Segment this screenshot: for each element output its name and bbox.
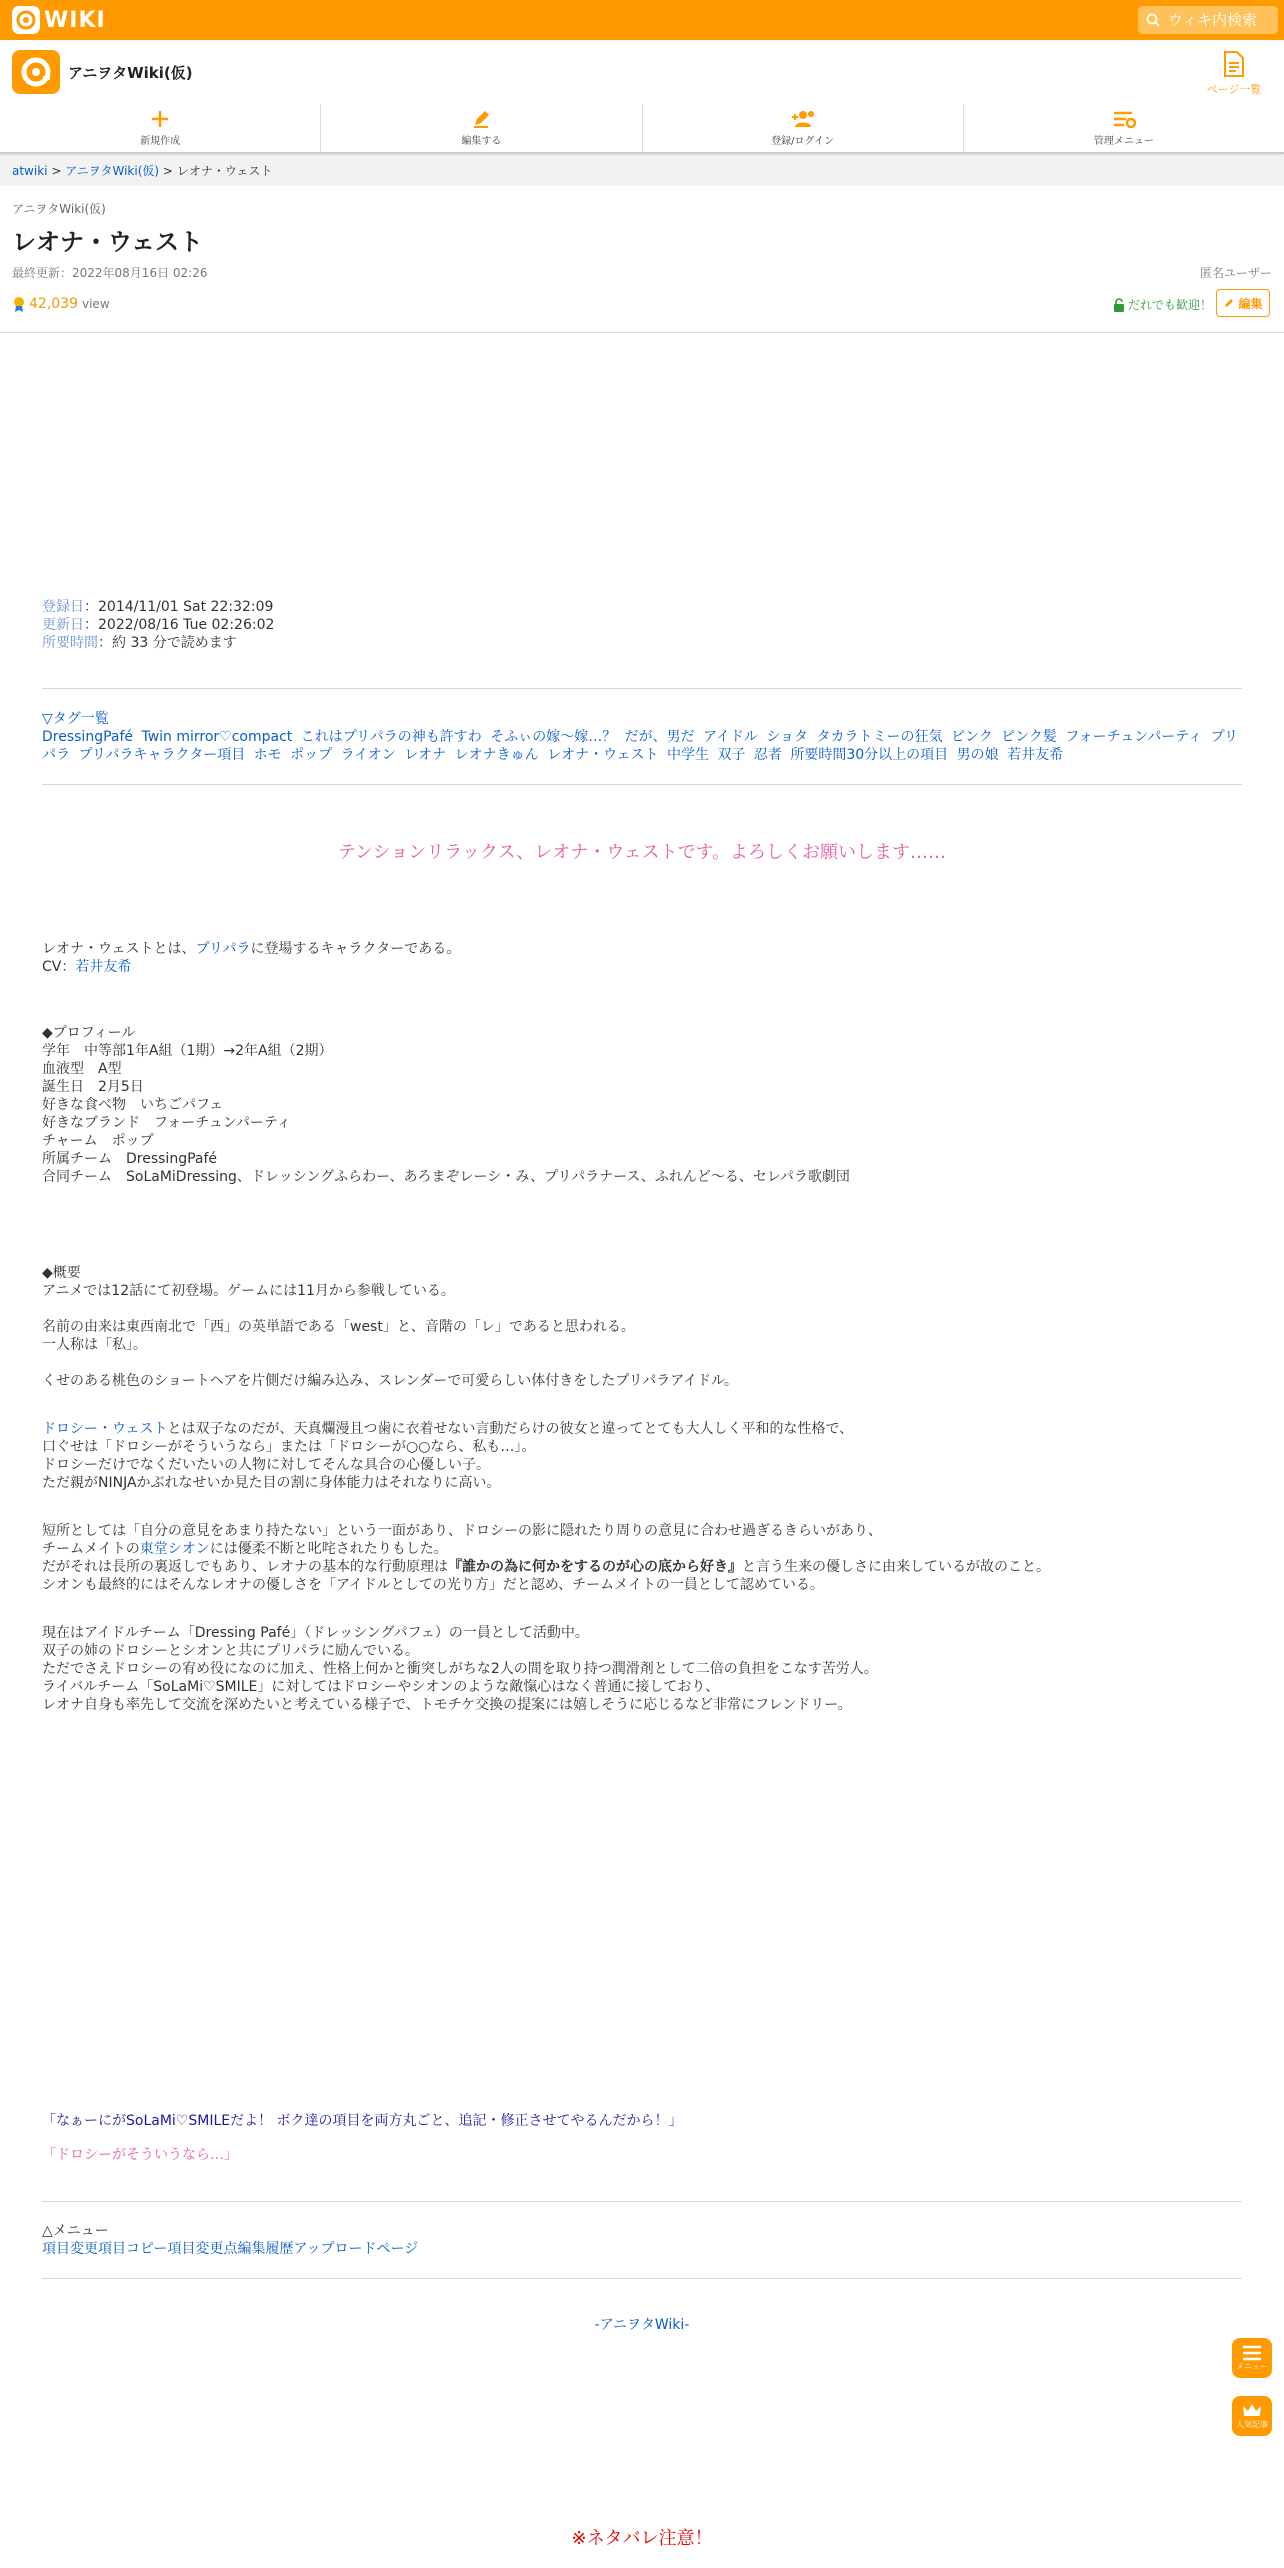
tag-link[interactable]: レオナきゅん	[454, 747, 539, 763]
plus-icon	[150, 109, 170, 129]
breadcrumb	[0, 156, 1284, 186]
link-dorothy[interactable]: ドロシー・ウェスト	[42, 1421, 168, 1437]
intro	[42, 940, 1242, 976]
floating-ranking-button[interactable]	[1232, 2396, 1272, 2436]
readtime-label: 所要時間	[42, 635, 98, 651]
menu-link-upload[interactable]: アップロード	[293, 2241, 377, 2257]
paragraph: アニメでは12話にて初登場。ゲームには11月から参戦している。	[42, 1283, 455, 1299]
paragraph: 一人称は「私」。	[42, 1337, 147, 1353]
page-menu	[42, 2222, 1242, 2258]
site-logo-icon[interactable]	[12, 50, 60, 94]
atwiki-logo[interactable]	[12, 6, 106, 34]
paragraph: ライバルチーム「SoLaMi♡SMILE」に対してはドロシーやシオンのような敵愾心はなく普通に接しており、	[42, 1679, 720, 1695]
tag-link[interactable]: 中学生	[667, 747, 709, 763]
profile-line: 所属チーム DressingPafé	[42, 1151, 218, 1167]
intro-text: レオナ・ウェストとは、	[42, 941, 196, 957]
nav-edit[interactable]	[321, 104, 642, 152]
updated-label: 更新日	[42, 617, 84, 633]
tag-link[interactable]: フォーチュンパーティ	[1065, 729, 1203, 745]
footer-wiki-link-wrap	[0, 2314, 1284, 2334]
overview-heading: ◆概要	[42, 1265, 81, 1281]
author: 匿名ユーザー	[1199, 266, 1272, 280]
tag-link[interactable]: ピンク	[950, 729, 993, 745]
tag-link[interactable]: ピンク髪	[1001, 729, 1057, 745]
tag-link[interactable]: 所要時間30分以上の項目	[790, 747, 949, 763]
wiki-search	[1138, 6, 1278, 34]
breadcrumb-sep: >	[162, 164, 173, 178]
cv-label: CV：	[42, 959, 76, 975]
nav-new-page-label: 新規作成	[140, 136, 181, 147]
menu-icon	[1242, 2345, 1262, 2361]
logo-text: WIKI	[44, 7, 106, 33]
tag-link[interactable]: タカラトミーの狂気	[816, 729, 943, 745]
paragraph: には優柔不断と叱咤されたりもした。	[209, 1541, 448, 1557]
paragraph: ただでさえドロシーの宥め役になのに加え、性格上何かと衝突しがちな2人の間を取り持つ潤滑剤として二倍の負担をこなす苦労人。	[42, 1661, 878, 1677]
overview-section	[42, 1264, 1242, 1714]
closing-quote: 「なぁーにがSoLaMi♡SMILEだよ！ ボク達の項目を両方丸ごと、追記・修正させてやるんだから！」	[42, 2113, 683, 2129]
paragraph: 名前の由来は東西南北で「西」の英単語である「west」と、音階の「レ」であると思われる。	[42, 1319, 635, 1335]
tag-link[interactable]: 若井友希	[1007, 747, 1064, 763]
breadcrumb-atwiki[interactable]: atwiki	[12, 164, 48, 178]
tag-items	[42, 728, 1242, 764]
divider	[42, 2278, 1242, 2279]
nav-admin-menu[interactable]	[964, 104, 1284, 152]
profile-line: 合同チーム SoLaMiDressing、ドレッシングふらわー、あろまぞレーシ・み、プリパラナース、ふれんど～る、セレパラ歌劇団	[42, 1169, 850, 1185]
emphasis: 『誰かの為に何かをするのが心の底から好き』	[448, 1559, 742, 1575]
nav-edit-label: 編集する	[461, 136, 502, 147]
action-nav	[0, 104, 1284, 154]
profile-heading: ◆プロフィール	[42, 1025, 136, 1041]
profile-line: 血液型 A型	[42, 1061, 122, 1077]
tag-link[interactable]: そふぃの嫁～嫁…？	[490, 729, 617, 745]
paragraph: レオナ自身も率先して交流を深めたいと考えている様子で、トモチケ交換の提案には嬉しそうに応じるなど非常にフレンドリー。	[42, 1697, 852, 1713]
search-icon[interactable]	[1146, 13, 1160, 27]
tag-link[interactable]: DressingPafé	[42, 729, 134, 745]
breadcrumb-wiki[interactable]: アニヲタWiki(仮)	[65, 164, 160, 178]
nav-register-login-label: 登録/ログイン	[771, 136, 835, 147]
profile-line: 好きな食べ物 いちごパフェ	[42, 1097, 224, 1113]
pencil-icon	[1223, 297, 1235, 309]
top-bar	[0, 0, 1284, 40]
breadcrumb-current: レオナ・ウェスト	[176, 164, 273, 178]
breadcrumb-sep: >	[51, 164, 62, 178]
divider	[42, 2201, 1242, 2202]
menu-link-history[interactable]: 編集履歴	[237, 2241, 294, 2257]
paragraph: シオンも最終的にはそんなレオナの優しさを「アイドルとしての光り方」だと認め、チームメイトの一員として認めている。	[42, 1577, 824, 1593]
paragraph: ドロシーだけでなくだいたいの人物に対してそんな具合の心優しい子。	[42, 1457, 490, 1473]
link-shion[interactable]: 東堂シオン	[139, 1541, 210, 1557]
divider	[42, 784, 1242, 785]
pencil-icon	[471, 109, 491, 129]
search-input[interactable]	[1166, 10, 1270, 30]
paragraph: チームメイトの	[42, 1541, 140, 1557]
view-count-value: 42,039	[29, 296, 78, 312]
tag-link[interactable]: これはプリパラの神も許すわ	[300, 729, 482, 745]
paragraph: くせのある桃色のショートヘアを片側だけ編み込み、スレンダーで可愛らしい体付きをしたプリパラアイドル。	[42, 1373, 738, 1389]
paragraph: とは双子なのだが、天真爛漫且つ歯に衣着せない言動だらけの彼女と違ってとても大人しく平和的な性格で、	[167, 1421, 854, 1437]
document-icon	[1222, 50, 1246, 78]
at-mark-icon	[12, 6, 40, 34]
tag-link[interactable]: レオナ・ウェスト	[547, 747, 659, 763]
tag-link[interactable]: ホモ	[253, 747, 282, 763]
closing-quote-reply: 「ドロシーがそういうなら…」	[42, 2147, 238, 2163]
paragraph: だがそれは長所の裏返しでもあり、レオナの基本的な行動原理は	[42, 1559, 448, 1575]
lead-quote: テンションリラックス、レオナ・ウェストです。よろしくお願いします‥‥‥	[337, 842, 947, 863]
paragraph: 口ぐせは「ドロシーがそういうなら」または「ドロシーが○○なら、私も…」。	[42, 1439, 536, 1455]
updated-value: ：2022/08/16 Tue 02:26:02	[84, 617, 275, 633]
nav-register-login[interactable]	[643, 104, 964, 152]
intro-text: に登場するキャラクターである。	[250, 941, 461, 957]
profile-line: 学年 中等部1年A組（1期）→2年A組（2期）	[42, 1043, 333, 1059]
link-pripara[interactable]: プリパラ	[195, 941, 251, 957]
tag-link[interactable]: レオナ	[404, 747, 447, 763]
edit-button-label: 編集	[1238, 296, 1263, 311]
footer-wiki-link[interactable]: -アニヲタWiki-	[594, 2317, 690, 2333]
wiki-name: アニヲタWiki(仮)	[12, 202, 106, 216]
crown-icon	[1242, 2403, 1262, 2419]
edit-button[interactable]	[1216, 289, 1270, 317]
site-header	[0, 40, 1284, 105]
divider	[0, 332, 1284, 333]
page-title: レオナ・ウェスト	[12, 228, 204, 256]
view-count	[12, 296, 110, 312]
divider	[42, 688, 1242, 689]
floating-menu-label: メニュー	[1236, 2361, 1268, 2371]
tag-link[interactable]: 忍者	[753, 747, 782, 763]
view-count-unit: view	[82, 297, 110, 311]
nav-admin-menu-label: 管理メニュー	[1093, 136, 1154, 147]
menu-link-edit-item[interactable]: 項目変更	[42, 2241, 98, 2257]
tag-link[interactable]: Twin mirror♡compact	[141, 729, 293, 745]
add-user-icon	[790, 109, 816, 129]
floating-ranking-label: 人気記事	[1236, 2419, 1268, 2429]
registered-value: ：2014/11/01 Sat 22:32:09	[84, 599, 274, 615]
readtime-value: ：約 33 分で読めます	[98, 635, 237, 651]
profile-line: チャーム ポップ	[42, 1133, 154, 1149]
site-name[interactable]: アニヲタWiki(仮)	[68, 64, 193, 82]
page-list-label: ページ一覧	[1206, 83, 1262, 96]
registered-label: 登録日	[42, 599, 84, 615]
menu-link-diff[interactable]: 項目変更点	[167, 2241, 238, 2257]
paragraph: と言う生来の優しさに由来しているが故のこと。	[742, 1559, 1050, 1575]
paragraph: 双子の姉のドロシーとシオンと共にプリパラに励んでいる。	[42, 1643, 420, 1659]
tag-link[interactable]: ライオン	[340, 747, 396, 763]
menu-link-page[interactable]: ページ	[376, 2241, 419, 2257]
menu-link-copy-item[interactable]: 項目コピー	[98, 2241, 168, 2257]
tag-link[interactable]: だが、男だ	[624, 729, 695, 745]
tag-link[interactable]: プリパラ	[42, 729, 1239, 763]
profile-section	[42, 1024, 1242, 1186]
page-meta	[42, 598, 1242, 652]
page-menu-heading: △メニュー	[42, 2223, 109, 2239]
floating-menu-button[interactable]	[1232, 2338, 1272, 2378]
editable-badge	[1113, 296, 1212, 313]
tag-link[interactable]: ショタ	[766, 729, 809, 745]
spoiler-warning: ※ネタバレ注意！	[571, 2528, 713, 2549]
link-voice-actor[interactable]: 若井友希	[75, 959, 132, 975]
page-list-button[interactable]	[1204, 50, 1264, 97]
last-updated: 最終更新：2022年08月16日 02:26	[12, 266, 208, 280]
tag-link[interactable]: プリパラキャラクター項目	[78, 747, 246, 763]
medal-icon	[12, 296, 26, 312]
tag-list	[42, 710, 1242, 764]
tag-link[interactable]: 双子	[717, 747, 746, 763]
paragraph: 短所としては「自分の意見をあまり持たない」という一面があり、ドロシーの影に隠れたり周りの意見に合わせ過ぎるきらいがあり、	[42, 1523, 882, 1539]
profile-line: 好きなブランド フォーチュンパーティ	[42, 1115, 291, 1131]
paragraph: ただ親がNINJAかぶれなせいか見た目の割に身体能力はそれなりに高い。	[42, 1475, 501, 1491]
editable-badge-label: だれでも歓迎！	[1128, 298, 1213, 312]
tag-link[interactable]: ポップ	[290, 747, 333, 763]
tag-link[interactable]: 男の娘	[956, 747, 999, 763]
settings-list-icon	[1112, 109, 1136, 129]
tag-list-heading[interactable]: ▽タグ一覧	[42, 711, 109, 727]
profile-line: 誕生日 2月5日	[42, 1079, 144, 1095]
paragraph: 現在はアイドルチーム「Dressing Pafé」（ドレッシングパフェ）の一員として活動中。	[42, 1625, 589, 1641]
unlock-icon	[1113, 298, 1125, 312]
tag-link[interactable]: アイドル	[703, 729, 758, 745]
nav-new-page[interactable]	[0, 104, 321, 152]
